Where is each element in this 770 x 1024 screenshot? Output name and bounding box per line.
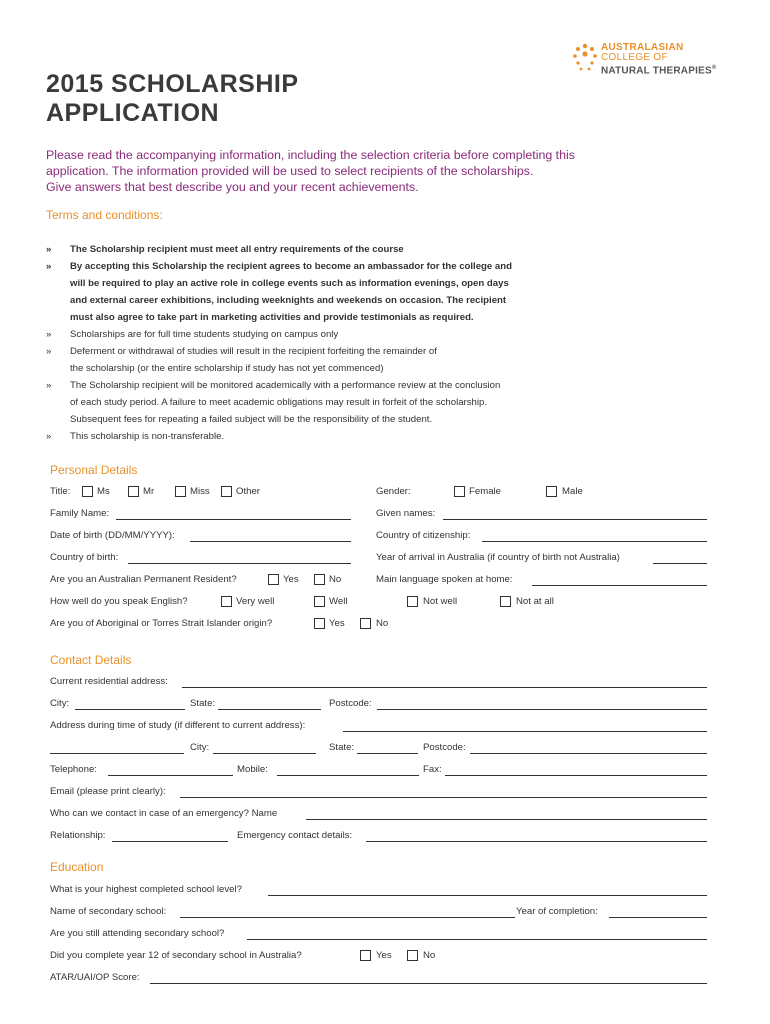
bullet-icon: » <box>46 244 52 255</box>
aboriginal-no-label: No <box>376 618 389 629</box>
english-not-at-all-checkbox[interactable] <box>500 596 511 607</box>
dob-field[interactable] <box>190 541 351 542</box>
state-field[interactable] <box>218 709 321 710</box>
title-line-1: 2015 SCHOLARSHIP <box>46 70 299 98</box>
email-field[interactable] <box>180 797 707 798</box>
fax-label: Fax: <box>423 764 442 775</box>
term-item <box>46 258 726 326</box>
logo-line-1: AUSTRALASIAN <box>601 42 684 53</box>
college-logo <box>572 40 732 80</box>
study-state-label: State: <box>329 742 355 753</box>
term-item <box>46 326 726 343</box>
language-label: Main language spoken at home: <box>376 574 513 585</box>
aboriginal-no-checkbox[interactable] <box>360 618 371 629</box>
atar-field[interactable] <box>150 983 707 984</box>
study-city-label: City: <box>190 742 210 753</box>
logo-sunburst-icon <box>572 42 598 74</box>
term-line: Deferment or withdrawal of studies will result in the recipient forfeiting the remainder of <box>70 346 437 357</box>
term-line: of each study period. A failure to meet academic obligations may result in forfeit of the scholarship. <box>70 397 488 408</box>
title-mr-checkbox[interactable] <box>128 486 139 497</box>
dob-label: Date of birth (DD/MM/YYYY): <box>50 530 175 541</box>
state-label: State: <box>190 698 216 709</box>
english-label: How well do you speak English? <box>50 596 188 607</box>
year12-label: Did you complete year 12 of secondary school in Australia? <box>50 950 302 961</box>
title-miss-checkbox[interactable] <box>175 486 186 497</box>
telephone-field[interactable] <box>108 775 233 776</box>
intro-line: Give answers that best describe you and your recent achievements. <box>46 180 419 194</box>
year12-no-checkbox[interactable] <box>407 950 418 961</box>
citizenship-label: Country of citizenship: <box>376 530 471 541</box>
term-item <box>46 428 726 445</box>
title-ms-label: Ms <box>97 486 110 497</box>
address-label: Current residential address: <box>50 676 168 687</box>
gender-male-label: Male <box>562 486 583 497</box>
city-field[interactable] <box>75 709 185 710</box>
secondary-school-label: Name of secondary school: <box>50 906 167 917</box>
term-line: will be required to play an active role in college events such as information evenings, open days <box>70 278 509 289</box>
school-level-label: What is your highest completed school level? <box>50 884 242 895</box>
address-field[interactable] <box>182 687 707 688</box>
gender-label: Gender: <box>376 486 411 497</box>
study-postcode-label: Postcode: <box>423 742 466 753</box>
bullet-icon: » <box>46 431 52 442</box>
emergency-name-label: Who can we contact in case of an emergency? Name <box>50 808 278 819</box>
postcode-field[interactable] <box>377 709 707 710</box>
title-label: Title: <box>50 486 71 497</box>
page-title <box>46 70 299 128</box>
completion-year-field[interactable] <box>609 917 707 918</box>
terms-list <box>46 241 726 445</box>
study-city-field[interactable] <box>213 753 316 754</box>
resident-yes-checkbox[interactable] <box>268 574 279 585</box>
relationship-field[interactable] <box>112 841 228 842</box>
still-attending-field[interactable] <box>247 939 707 940</box>
completion-year-label: Year of completion: <box>516 906 598 917</box>
fax-field[interactable] <box>445 775 707 776</box>
family-name-label: Family Name: <box>50 508 110 519</box>
title-mr-label: Mr <box>143 486 155 497</box>
language-field[interactable] <box>532 585 707 586</box>
year12-no-label: No <box>423 950 436 961</box>
term-line: The Scholarship recipient must meet all entry requirements of the course <box>70 244 404 255</box>
english-not-at-all-label: Not at all <box>516 596 554 607</box>
email-label: Email (please print clearly): <box>50 786 166 797</box>
school-level-field[interactable] <box>268 895 707 896</box>
terms-heading: Terms and conditions: <box>46 208 163 222</box>
resident-yes-label: Yes <box>283 574 299 585</box>
relationship-label: Relationship: <box>50 830 106 841</box>
family-name-field[interactable] <box>116 519 351 520</box>
emergency-name-field[interactable] <box>306 819 707 820</box>
english-very-well-label: Very well <box>236 596 275 607</box>
gender-male-checkbox[interactable] <box>546 486 557 497</box>
arrival-year-field[interactable] <box>653 563 707 564</box>
study-state-field[interactable] <box>357 753 418 754</box>
contact-details-heading: Contact Details <box>50 653 132 667</box>
emergency-details-label: Emergency contact details: <box>237 830 353 841</box>
resident-no-label: No <box>329 574 342 585</box>
term-line: This scholarship is non-transferable. <box>70 431 225 442</box>
logo-line-3: NATURAL THERAPIES® <box>601 65 717 77</box>
resident-label: Are you an Australian Permanent Resident? <box>50 574 237 585</box>
aboriginal-yes-checkbox[interactable] <box>314 618 325 629</box>
year12-yes-label: Yes <box>376 950 392 961</box>
given-names-field[interactable] <box>443 519 707 520</box>
intro-line: application. The information provided will be used to select recipients of the scholarships. <box>46 164 534 178</box>
mobile-field[interactable] <box>277 775 419 776</box>
arrival-year-label: Year of arrival in Australia (if country of birth not Australia) <box>376 552 620 563</box>
title-line-2: APPLICATION <box>46 99 220 127</box>
title-ms-checkbox[interactable] <box>82 486 93 497</box>
birth-country-field[interactable] <box>128 563 351 564</box>
birth-country-label: Country of birth: <box>50 552 119 563</box>
term-line: and external career exhibitions, including weeknights and weekends on occasion. The recipient <box>70 295 507 306</box>
title-miss-label: Miss <box>190 486 210 497</box>
city-label: City: <box>50 698 70 709</box>
english-well-label: Well <box>329 596 348 607</box>
gender-female-label: Female <box>469 486 501 497</box>
english-well-checkbox[interactable] <box>314 596 325 607</box>
resident-no-checkbox[interactable] <box>314 574 325 585</box>
study-address-field[interactable] <box>343 731 707 732</box>
english-not-well-checkbox[interactable] <box>407 596 418 607</box>
term-line: Scholarships are for full time students studying on campus only <box>70 329 339 340</box>
bullet-icon: » <box>46 380 52 391</box>
english-not-well-label: Not well <box>423 596 458 607</box>
study-postcode-field[interactable] <box>470 753 707 754</box>
telephone-label: Telephone: <box>50 764 97 775</box>
bullet-icon: » <box>46 261 52 272</box>
study-address-label: Address during time of study (if different to current address): <box>50 720 306 731</box>
still-attending-label: Are you still attending secondary school? <box>50 928 225 939</box>
aboriginal-label: Are you of Aboriginal or Torres Strait Islander origin? <box>50 618 273 629</box>
given-names-label: Given names: <box>376 508 436 519</box>
english-very-well-checkbox[interactable] <box>221 596 232 607</box>
logo-line-2: COLLEGE OF <box>601 52 668 63</box>
intro-text <box>46 147 726 195</box>
title-other-label: Other <box>236 486 260 497</box>
citizenship-field[interactable] <box>482 541 707 542</box>
education-heading: Education <box>50 860 104 874</box>
personal-details-heading: Personal Details <box>50 463 138 477</box>
term-item <box>46 377 726 428</box>
term-item <box>46 241 726 258</box>
atar-label: ATAR/UAI/OP Score: <box>50 972 140 983</box>
term-line: By accepting this Scholarship the recipient agrees to become an ambassador for the college and <box>70 261 512 272</box>
secondary-school-field[interactable] <box>180 917 515 918</box>
study-address-line-2-field[interactable] <box>50 753 184 754</box>
gender-female-checkbox[interactable] <box>454 486 465 497</box>
term-line: The Scholarship recipient will be monitored academically with a performance review at the conclusion <box>70 380 501 391</box>
mobile-label: Mobile: <box>237 764 268 775</box>
emergency-details-field[interactable] <box>366 841 707 842</box>
year12-yes-checkbox[interactable] <box>360 950 371 961</box>
bullet-icon: » <box>46 329 52 340</box>
aboriginal-yes-label: Yes <box>329 618 345 629</box>
term-line: Subsequent fees for repeating a failed subject will be the responsibility of the student. <box>70 414 433 425</box>
bullet-icon: » <box>46 346 52 357</box>
term-line: the scholarship (or the entire scholarship if study has not yet commenced) <box>70 363 384 374</box>
title-other-checkbox[interactable] <box>221 486 232 497</box>
postcode-label: Postcode: <box>329 698 372 709</box>
term-line: must also agree to take part in marketing activities and provide testimonials as required. <box>70 312 474 323</box>
term-item <box>46 343 726 377</box>
intro-line: Please read the accompanying information, including the selection criteria before completing this <box>46 148 575 162</box>
